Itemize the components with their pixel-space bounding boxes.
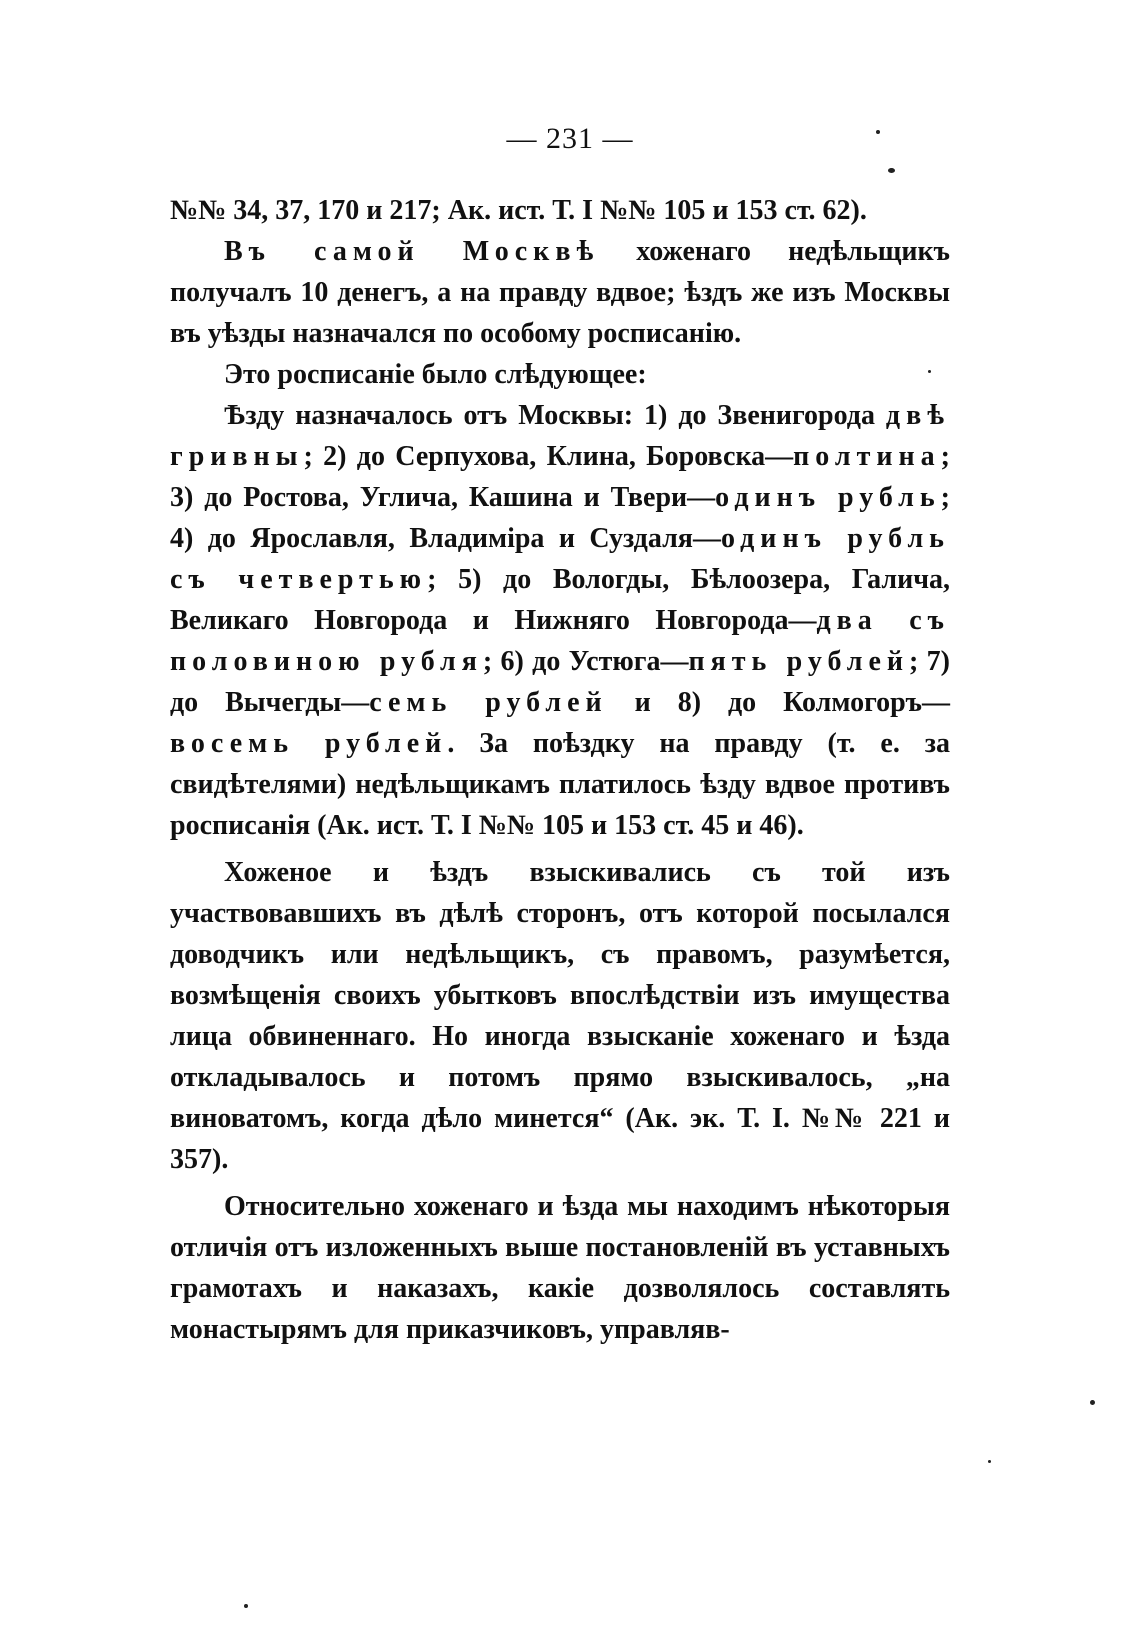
paragraph-collection: Хоженое и ѣздъ взыскивались съ той изъ участвовавшихъ въ дѣлѣ сторонъ, отъ которой посылался доводчикъ или недѣльщикъ, съ правомъ, разумѣется, возмѣщенія своихъ убытковъ впослѣдствіи изъ имущества лица обвиненнаго. Но иногда взысканіе хоженаго и ѣзда откладывалось и потомъ прямо взыскивалось, „на виноватомъ, когда дѣло минется“ (Ак. эк. Т. I. №№ 221 и 357). bbox=[170, 857, 950, 1175]
spaced-phrase: восемь рублей bbox=[170, 728, 448, 759]
spaced-phrase: двѣ гривны bbox=[170, 400, 950, 472]
spaced-phrase: одинъ рубль bbox=[715, 482, 941, 513]
scan-speck bbox=[244, 1604, 248, 1608]
paragraph-text: Ѣзду назначалось отъ Москвы: 1) до Звенигорода bbox=[224, 400, 886, 431]
scan-speck bbox=[876, 130, 880, 134]
paragraph-continuation: №№ 34, 37, 170 и 217; Ак. ист. Т. I №№ 105 и 153 ст. 62). bbox=[170, 195, 867, 226]
paragraph-text: ; 7) до Вычегды— bbox=[170, 646, 950, 718]
scan-speck bbox=[988, 1460, 991, 1463]
spaced-phrase: Въ самой Москвѣ bbox=[224, 236, 600, 267]
spaced-phrase: пять рублей bbox=[688, 646, 910, 677]
body-text bbox=[170, 190, 950, 1350]
paragraph-text: ; 5) до Вологды, Бѣлоозера, Галича, Великаго Новгорода и Нижняго Новгорода— bbox=[170, 564, 951, 636]
paragraph-differences: Относительно хоженаго и ѣзда мы находимъ нѣкоторыя отличія отъ изложенныхъ выше постановленій въ уставныхъ грамотахъ и наказахъ, какіе дозволялось составлять монастырямъ для приказчиковъ, управляв- bbox=[170, 1191, 950, 1345]
spaced-phrase: полтина bbox=[793, 441, 941, 472]
paragraph-text: ; 6) до Устюга— bbox=[482, 646, 689, 677]
scan-speck bbox=[888, 168, 895, 173]
paragraph-schedule bbox=[170, 395, 950, 846]
paragraph-schedule-intro: Это росписаніе было слѣдующее: bbox=[224, 359, 647, 390]
paragraph-text: ; 3) до Ростова, Углича, Кашина и Твери— bbox=[170, 441, 950, 513]
paragraph-text: . За поѣздку на правду (т. е. за свидѣтелями) недѣльщикамъ платилось ѣзду вдвое противъ росписанія (Ак. ист. Т. I №№ 105 и 153 ст. 45 и 46). bbox=[170, 728, 950, 841]
page-number: — 231 — bbox=[506, 122, 634, 155]
paragraph-text: хоженаго недѣльщикъ получалъ 10 денегъ, а на правду вдвое; ѣздъ же изъ Москвы въ уѣзды назначался по особому росписанію. bbox=[170, 236, 950, 349]
paragraph-moscow bbox=[170, 231, 950, 354]
paragraph-text: и 8) до Колмогоръ— bbox=[607, 687, 951, 718]
scan-speck bbox=[928, 370, 931, 373]
spaced-phrase: одинъ рубль съ четвертью bbox=[170, 523, 950, 595]
paragraph-text: ; 2) до Серпухова, Клина, Боровска— bbox=[303, 441, 794, 472]
spaced-phrase: семь рублей bbox=[369, 687, 608, 718]
scan-speck bbox=[1090, 1400, 1095, 1405]
spaced-phrase: два съ половиною рубля bbox=[170, 605, 950, 677]
paragraph-text: ; 4) до Ярославля, Владиміра и Суздаля— bbox=[170, 482, 950, 554]
